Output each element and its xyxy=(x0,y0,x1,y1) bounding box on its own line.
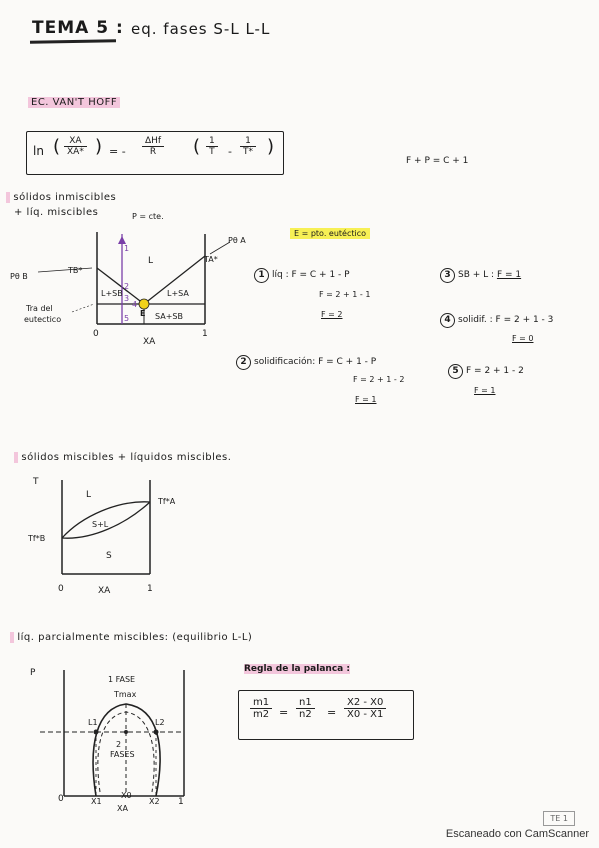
vant-hoff-equation-box: ln ( $\frac{XA}{XA*}$ ) = - ΔHf R ( $\frac{1}{T}$ - $\frac{1}{T*}$ ) xyxy=(26,131,284,175)
step-2: 2 solidificación: F = C + 1 - P xyxy=(236,355,376,370)
gibbs-phase-rule: F + P = C + 1 xyxy=(406,156,469,166)
step-5: 5 F = 2 + 1 - 2 xyxy=(448,364,524,379)
page-subtitle: eq. fases S-L L-L xyxy=(131,20,271,38)
step-3: 3 SB + L : F = 1 xyxy=(440,268,521,283)
inv-t: $\frac{1}{T}$ xyxy=(206,136,218,157)
enthalpy-ratio: ΔHf R xyxy=(142,136,164,157)
sec3-heading: líq. parcialmente miscibles: (equilibrio L-L) xyxy=(10,632,252,643)
xa-ratio: $\frac{XA}{XA*}$ xyxy=(64,136,87,157)
step-1: 1 líq : F = C + 1 - P xyxy=(254,268,350,283)
ln-symbol: ln xyxy=(33,144,44,158)
page-stamp: TE 1 xyxy=(543,811,575,826)
partial-miscibility-diagram xyxy=(0,660,200,808)
vant-hoff-label: EC. VAN'T HOFF xyxy=(28,97,120,108)
scanner-watermark: Escaneado con CamScanner xyxy=(445,828,589,840)
title-underline xyxy=(30,39,116,44)
sec1-heading-2: + líq. miscibles xyxy=(14,207,99,218)
equals-minus: = - xyxy=(109,145,126,158)
inv-t-star: $\frac{1}{T*}$ xyxy=(240,136,256,157)
p-cte: P = cte. xyxy=(132,212,164,221)
step-4: 4 solidif. : F = 2 + 1 - 3 xyxy=(440,313,553,328)
sec2-heading: sólidos miscibles + líquidos miscibles. xyxy=(14,452,231,463)
palanca-title: Regla de la palanca : xyxy=(244,664,350,674)
page-title: TEMA 5 : xyxy=(32,18,124,38)
sec1-heading-1: sólidos inmiscibles xyxy=(6,192,116,203)
lever-rule-box: $\frac{m1}{m2}$ = $\frac{n1}{n2}$ = $\frac{X2 - X0}{X0 - X1}$ xyxy=(238,690,414,740)
eutectic-label: E = pto. eutéctico xyxy=(290,228,370,239)
